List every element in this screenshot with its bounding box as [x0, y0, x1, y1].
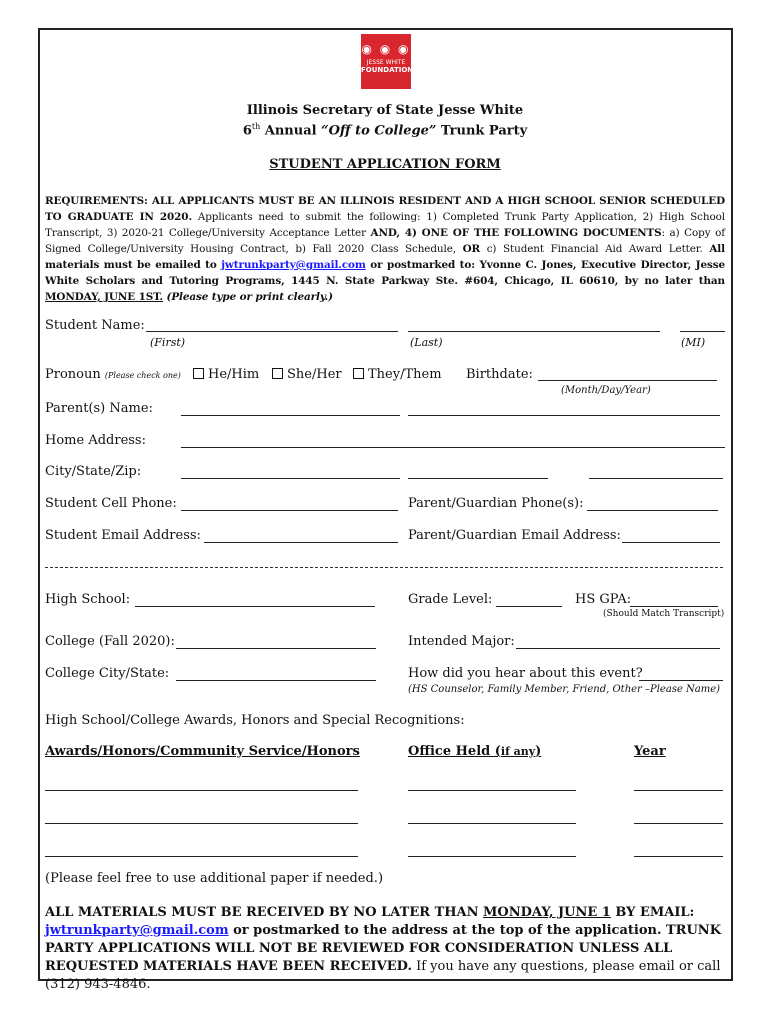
award-row3-field[interactable]	[45, 856, 358, 857]
intended-major-label: Intended Major:	[408, 634, 515, 649]
college-field[interactable]	[176, 648, 376, 649]
office-header-end: )	[535, 744, 542, 759]
title-line1: Illinois Secretary of State Jesse White	[246, 103, 524, 118]
hear-about-label: How did you hear about this event?	[408, 666, 643, 681]
award-row2-field[interactable]	[45, 823, 358, 824]
hs-gpa-field[interactable]	[630, 606, 718, 607]
subtitle-number: 6	[242, 123, 252, 139]
req-part8: or postmarked to: Yvonne C. Jones, Executive Director, Jesse White Scholars and Tutoring Programs, 1445 N. State Parkway Ste. #604, Chicago, IL 60610, by no later than	[45, 259, 725, 287]
parent-phone-label: Parent/Guardian Phone(s):	[408, 496, 584, 511]
parents-name-label: Parent(s) Name:	[45, 401, 153, 416]
high-school-field[interactable]	[135, 606, 375, 607]
req-part7: All materials must be emailed to	[45, 243, 725, 271]
last-name-field[interactable]	[408, 331, 660, 332]
office-col-header	[408, 744, 541, 759]
footer-p1: ALL MATERIALS MUST BE RECEIVED BY NO LATER THAN	[45, 905, 484, 920]
high-school-label: High School:	[45, 592, 131, 607]
year-col-header: Year	[634, 744, 666, 759]
college-city-label: College City/State:	[45, 666, 170, 681]
home-address-label: Home Address:	[45, 433, 146, 448]
student-cell-field[interactable]	[181, 510, 398, 511]
pronoun-she-label: She/Her	[287, 367, 342, 382]
page-title	[0, 103, 770, 118]
home-address-field[interactable]	[181, 447, 725, 448]
student-email-label: Student Email Address:	[45, 528, 201, 543]
parent-phone-field[interactable]	[587, 510, 718, 511]
req-part6: c) Student Financial Aid Award Letter.	[480, 243, 710, 255]
birthdate-hint: (Month/Day/Year)	[561, 385, 651, 396]
footer-date: MONDAY, JUNE 1	[483, 905, 611, 920]
pronoun-option-they[interactable]	[353, 367, 442, 382]
first-name-field[interactable]	[146, 331, 398, 332]
pronoun-he-label: He/Him	[208, 367, 260, 382]
grade-level-field[interactable]	[496, 606, 562, 607]
req-deadline: MONDAY, JUNE 1ST.	[45, 291, 163, 303]
req-part5: OR	[462, 243, 481, 255]
footer-p2: or postmarked to the address at the top of the application. TRUNK PARTY APPLICATIONS WILL NOT BE REVIEWED FOR CONSIDERATION UNLESS ALL REQUESTED MATERIALS HAVE BEEN RECEIVED.	[45, 923, 721, 974]
year-row3-field[interactable]	[634, 856, 723, 857]
logo-text-line2: FOUNDATION	[361, 66, 414, 74]
birthdate-label: Birthdate:	[466, 367, 533, 382]
section-divider	[45, 567, 723, 568]
office-row1-field[interactable]	[408, 790, 576, 791]
footer-p1-end: BY EMAIL:	[610, 905, 695, 920]
req-part3: AND, 4) ONE OF THE FOLLOWING DOCUMENTS	[370, 227, 662, 239]
checkbox-icon[interactable]	[193, 368, 204, 379]
checkbox-icon[interactable]	[272, 368, 283, 379]
hear-about-field[interactable]	[639, 680, 723, 681]
office-row2-field[interactable]	[408, 823, 576, 824]
mi-hint: (MI)	[681, 336, 706, 349]
grade-level-label: Grade Level:	[408, 592, 493, 607]
hear-about-hint: (HS Counselor, Family Member, Friend, Other –Please Name)	[408, 684, 721, 695]
subtitle-post: Trunk Party	[436, 123, 528, 139]
last-hint: (Last)	[410, 336, 443, 349]
award-row1-field[interactable]	[45, 790, 358, 791]
checkbox-icon[interactable]	[353, 368, 364, 379]
subtitle-sup: th	[251, 122, 261, 131]
req-part2: Applicants need to submit the following: 1) Completed Trunk Party Application, 2) High School Transcript, 3) 2020-21 College/University Acceptance Letter	[45, 211, 726, 239]
req-part4: : a) Copy of Signed College/University Housing Contract, b) Fall 2020 Class Schedule,	[45, 227, 725, 255]
student-email-field[interactable]	[204, 542, 398, 543]
student-cell-label: Student Cell Phone:	[45, 496, 177, 511]
city-field[interactable]	[181, 478, 400, 479]
first-hint: (First)	[150, 336, 186, 349]
page-subtitle	[0, 122, 770, 138]
college-label: College (Fall 2020):	[45, 634, 175, 649]
mi-field[interactable]	[680, 331, 725, 332]
pronoun-they-label: They/Them	[368, 367, 442, 382]
year-row1-field[interactable]	[634, 790, 723, 791]
college-city-field[interactable]	[176, 680, 376, 681]
parent-email-label: Parent/Guardian Email Address:	[408, 528, 621, 543]
state-field[interactable]	[408, 478, 548, 479]
hs-gpa-label: HS GPA:	[575, 592, 632, 607]
gpa-hint: (Should Match Transcript)	[603, 609, 725, 619]
office-row3-field[interactable]	[408, 856, 576, 857]
requirements-paragraph	[45, 193, 725, 305]
birthdate-field[interactable]	[538, 380, 717, 381]
logo-circles-icon: ◉ ◉ ◉	[361, 42, 411, 56]
parent2-name-field[interactable]	[408, 415, 720, 416]
awards-intro: High School/College Awards, Honors and Special Recognitions:	[45, 713, 465, 728]
footer-notice	[45, 904, 725, 994]
foundation-logo	[361, 34, 414, 89]
pronoun-label: Pronoun	[45, 367, 101, 382]
pronoun-option-she[interactable]	[272, 367, 342, 382]
office-header-small: if any	[500, 745, 536, 758]
parent-email-field[interactable]	[622, 542, 720, 543]
footer-p3: If you have any questions, please email or call (312) 943-4846.	[45, 959, 721, 992]
logo-text-line1: JESSE WHITE	[366, 59, 406, 66]
awards-col-header: Awards/Honors/Community Service/Honors	[45, 744, 360, 759]
zip-field[interactable]	[589, 478, 723, 479]
additional-paper-note: (Please feel free to use additional paper if needed.)	[45, 871, 384, 886]
year-row2-field[interactable]	[634, 823, 723, 824]
pronoun-row	[45, 367, 181, 382]
form-title: STUDENT APPLICATION FORM	[269, 157, 501, 172]
student-name-label: Student Name:	[45, 318, 145, 333]
subtitle-quote: “Off to College”	[321, 123, 437, 139]
intended-major-field[interactable]	[516, 648, 720, 649]
parent1-name-field[interactable]	[181, 415, 400, 416]
pronoun-hint: (Please check one)	[104, 371, 181, 380]
subtitle-pre: Annual	[260, 123, 322, 139]
req-part1: REQUIREMENTS: ALL APPLICANTS MUST BE AN ILLINOIS RESIDENT AND A HIGH SCHOOL SENIOR SCHEDULED TO GRADUATE IN 2020.	[45, 195, 725, 223]
pronoun-option-he[interactable]	[193, 367, 259, 382]
office-header-text: Office Held (	[408, 744, 501, 759]
city-state-zip-label: City/State/Zip:	[45, 464, 142, 479]
footer-email-link[interactable]: jwtrunkparty@gmail.com	[45, 923, 229, 938]
req-instruction: (Please type or print clearly.)	[162, 291, 333, 303]
req-email-link[interactable]: jwtrunkparty@gmail.com	[221, 259, 366, 271]
